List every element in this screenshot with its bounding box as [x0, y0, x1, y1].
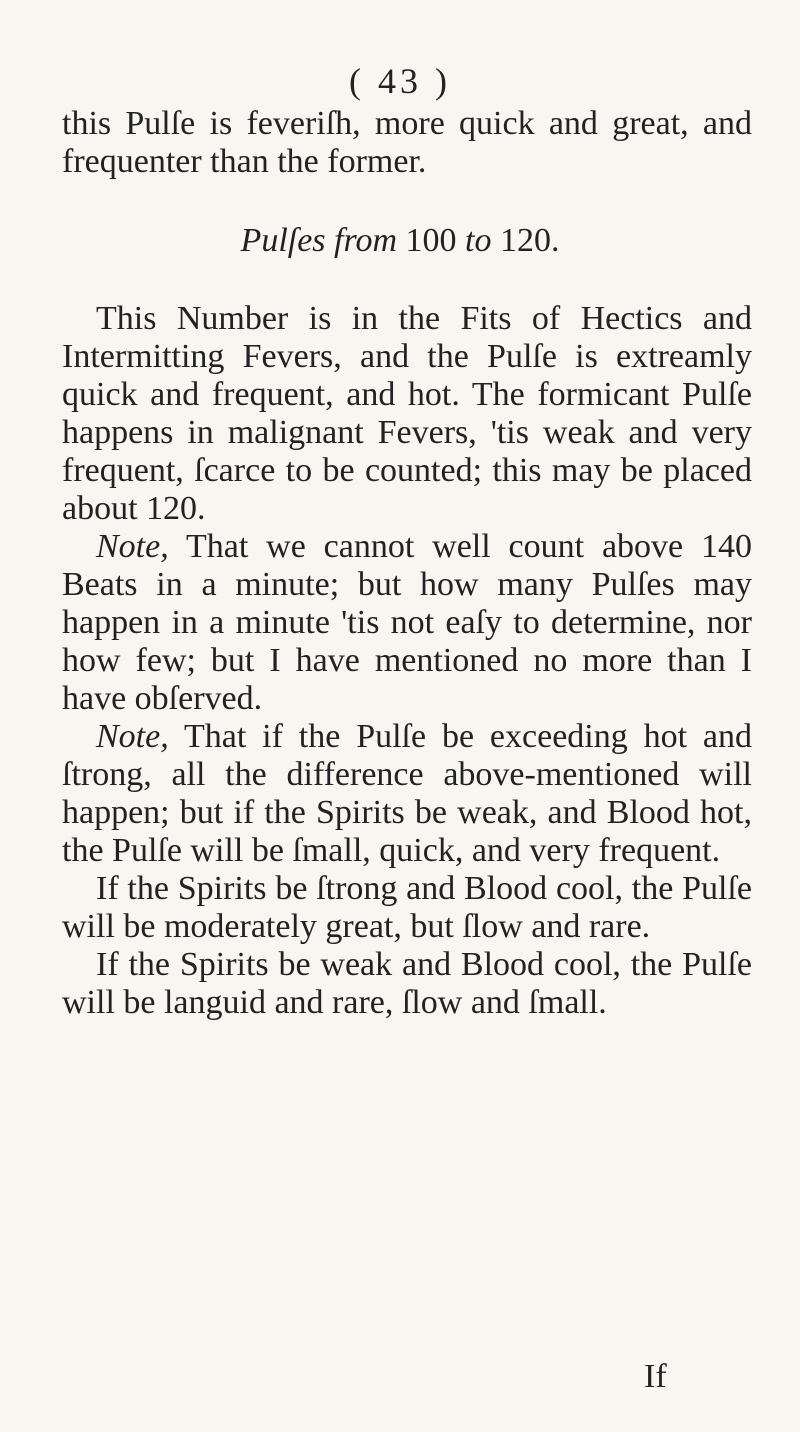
page-number: ( 43 )	[349, 61, 451, 101]
paragraph-note-beats	[62, 528, 752, 718]
heading-num2: 120.	[499, 222, 560, 259]
paragraph-text: This Number is in the Fits of Hectics and Intermitting Fevers, and the Pulſe is extreamly quick and frequent, and hot. The formicant Pulſe happens in malignant Fevers, 'tis weak and very frequent, ſcarce to be counted; this may be placed about 120.	[62, 300, 752, 527]
section-heading	[0, 222, 800, 260]
paragraph-text: That if the Pulſe be exceeding hot and ſtrong, all the difference above-mentioned will happen; but if the Spirits be weak, and Blood hot, the Pulſe will be ſmall, quick, and very frequent.	[62, 718, 752, 869]
paragraph-note-strong	[62, 718, 752, 870]
heading-part1: Pulſes from	[240, 222, 397, 259]
note-label: Note,	[96, 718, 169, 755]
paragraph-strong-cool	[62, 870, 752, 946]
opening-text: this Pulſe is feveriſh, more quick and great, and frequenter than the former.	[62, 105, 752, 180]
catchword: If	[644, 1358, 667, 1395]
opening-paragraph	[62, 105, 752, 181]
paragraph-weak-cool	[62, 946, 752, 1022]
paragraph-text: If the Spirits be weak and Blood cool, the Pulſe will be languid and rare, ſlow and ſmall.	[62, 946, 752, 1021]
note-label: Note,	[96, 528, 169, 565]
heading-num1: 100	[405, 222, 457, 259]
body-text	[62, 300, 752, 1022]
paragraph-hectics	[62, 300, 752, 528]
heading-part2: to	[465, 222, 492, 259]
paragraph-text: If the Spirits be ſtrong and Blood cool, the Pulſe will be moderately great, but ſlow and rare.	[62, 870, 752, 945]
paragraph-text: That we cannot well count above 140 Beats in a minute; but how many Pulſes may happen in a minute 'tis not eaſy to determine, nor how few; but I have mentioned no more than I have obſerved.	[62, 528, 752, 717]
